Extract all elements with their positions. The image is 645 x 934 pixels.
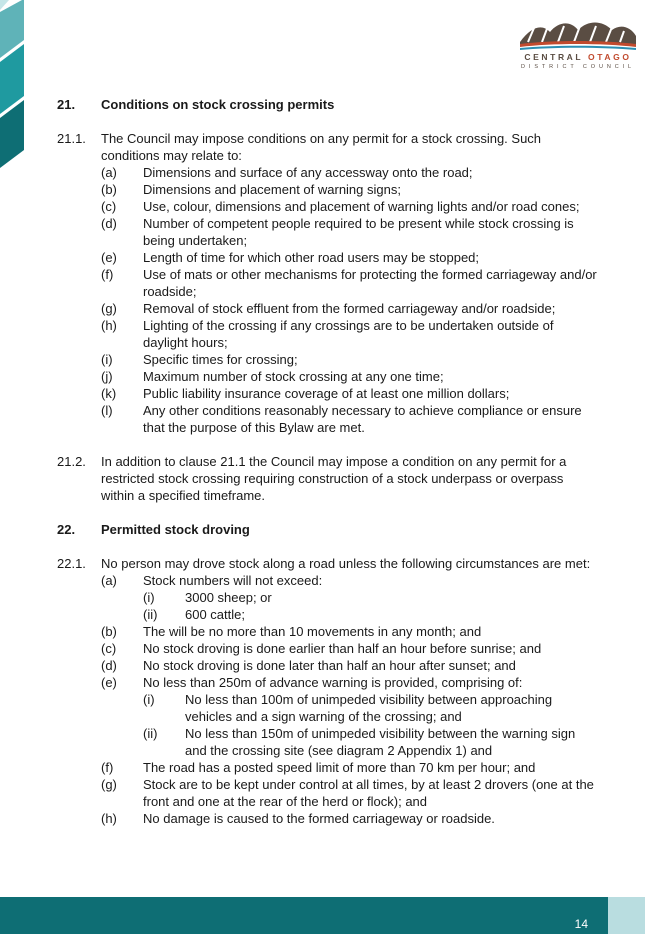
sub-item-text: 3000 sheep; or [185,590,272,605]
item-label: (b) [101,624,117,639]
sub-item-text: 600 cattle; [185,607,245,622]
item-label: (f) [101,760,114,775]
section-22-heading [57,521,597,538]
item-label: (h) [101,318,117,333]
item-text: Stock numbers will not exceed: [143,573,323,588]
logo-word-otago: OTAGO [588,52,632,62]
item-text: Any other conditions reasonably necessary to achieve compliance or ensure that the purpose of this Bylaw are met. [143,403,582,435]
item-label: (j) [101,369,113,384]
list-item [57,402,597,436]
list-item [57,368,597,385]
sub-item-label: (i) [143,692,155,707]
list-item [57,759,597,776]
clause-number: 22.1. [57,556,86,571]
item-label: (d) [101,658,117,673]
clause-22-1 [57,555,597,572]
item-text: The will be no more than 10 movements in any month; and [143,624,482,639]
list-item [57,623,597,640]
item-label: (c) [101,199,117,214]
list-item [57,810,597,827]
sub-item-text: No less than 100m of unimpeded visibility between approaching vehicles and a sign warning of the crossing; and [185,692,553,724]
sub-item [57,725,597,759]
item-label: (g) [101,777,117,792]
list-item [57,266,597,300]
clause-text: In addition to clause 21.1 the Council may impose a condition on any permit for a restricted stock crossing requiring construction of a stock underpass or overpass within a specified timeframe. [101,454,567,503]
clause-text: The Council may impose conditions on any permit for a stock crossing. Such conditions may relate to: [101,131,542,163]
sub-item-text: No less than 150m of unimpeded visibility between the warning sign and the crossing site (see diagram 2 Appendix 1) and [185,726,576,758]
item-text: Maximum number of stock crossing at any one time; [143,369,444,384]
sub-item-label: (ii) [143,726,158,741]
clause-text: No person may drove stock along a road unless the following circumstances are met: [101,556,591,571]
item-label: (k) [101,386,117,401]
section-number: 21. [57,97,76,112]
corner-decoration [0,0,24,175]
item-text: Use, colour, dimensions and placement of warning lights and/or road cones; [143,199,580,214]
item-text: The road has a posted speed limit of more than 70 km per hour; and [143,760,536,775]
list-item [57,249,597,266]
logo-subtitle: DISTRICT COUNCIL [521,64,635,70]
clause-21-2 [57,453,597,504]
footer-accent [608,897,645,934]
item-text: No less than 250m of advance warning is provided, comprising of: [143,675,523,690]
sub-item-label: (ii) [143,607,158,622]
item-label: (f) [101,267,114,282]
section-number: 22. [57,522,76,537]
item-text: Use of mats or other mechanisms for protecting the formed carriageway and/or roadside; [143,267,597,299]
list-item [57,198,597,215]
item-text: Length of time for which other road users may be stopped; [143,250,480,265]
section-21-heading [57,96,597,113]
section-title: Conditions on stock crossing permits [101,97,335,112]
item-label: (e) [101,675,117,690]
list-item [57,317,597,351]
sub-item [57,589,597,606]
item-text: Dimensions and surface of any accessway onto the road; [143,165,473,180]
clause-number: 21.2. [57,454,86,469]
list-item [57,776,597,810]
item-text: No stock droving is done later than half an hour after sunset; and [143,658,516,673]
item-label: (h) [101,811,117,826]
document-body [57,96,597,827]
section-title: Permitted stock droving [101,522,250,537]
clause-number: 21.1. [57,131,86,146]
sub-item-label: (i) [143,590,155,605]
footer-bar [0,897,608,934]
sub-item [57,691,597,725]
council-logo-text [514,52,642,70]
item-text: Specific times for crossing; [143,352,298,367]
page-number: 14 [574,917,588,931]
item-label: (c) [101,641,117,656]
item-text: Lighting of the crossing if any crossings are to be undertaken outside of daylight hours; [143,318,554,350]
list-item [57,657,597,674]
item-label: (l) [101,403,113,418]
list-item [57,215,597,249]
item-label: (i) [101,352,113,367]
clause-21-1 [57,130,597,164]
item-text: Stock are to be kept under control at all times, by at least 2 drovers (one at the front and one at the rear of the herd or flock); and [143,777,594,809]
item-text: No stock droving is done earlier than half an hour before sunrise; and [143,641,542,656]
item-text: Public liability insurance coverage of at least one million dollars; [143,386,510,401]
item-label: (g) [101,301,117,316]
item-text: Dimensions and placement of warning signs; [143,182,401,197]
item-label: (b) [101,182,117,197]
list-item [57,181,597,198]
list-item [57,351,597,368]
list-item [57,164,597,181]
item-label: (d) [101,216,117,231]
item-label: (a) [101,573,117,588]
item-text: Number of competent people required to be present while stock crossing is being undertaken; [143,216,574,248]
sub-item [57,606,597,623]
item-text: No damage is caused to the formed carriageway or roadside. [143,811,495,826]
logo-word-central: CENTRAL [524,52,584,62]
list-item [57,572,597,589]
list-item [57,385,597,402]
item-label: (e) [101,250,117,265]
list-item [57,300,597,317]
list-item [57,640,597,657]
list-item [57,674,597,691]
item-text: Removal of stock effluent from the formed carriageway and/or roadside; [143,301,556,316]
item-label: (a) [101,165,117,180]
